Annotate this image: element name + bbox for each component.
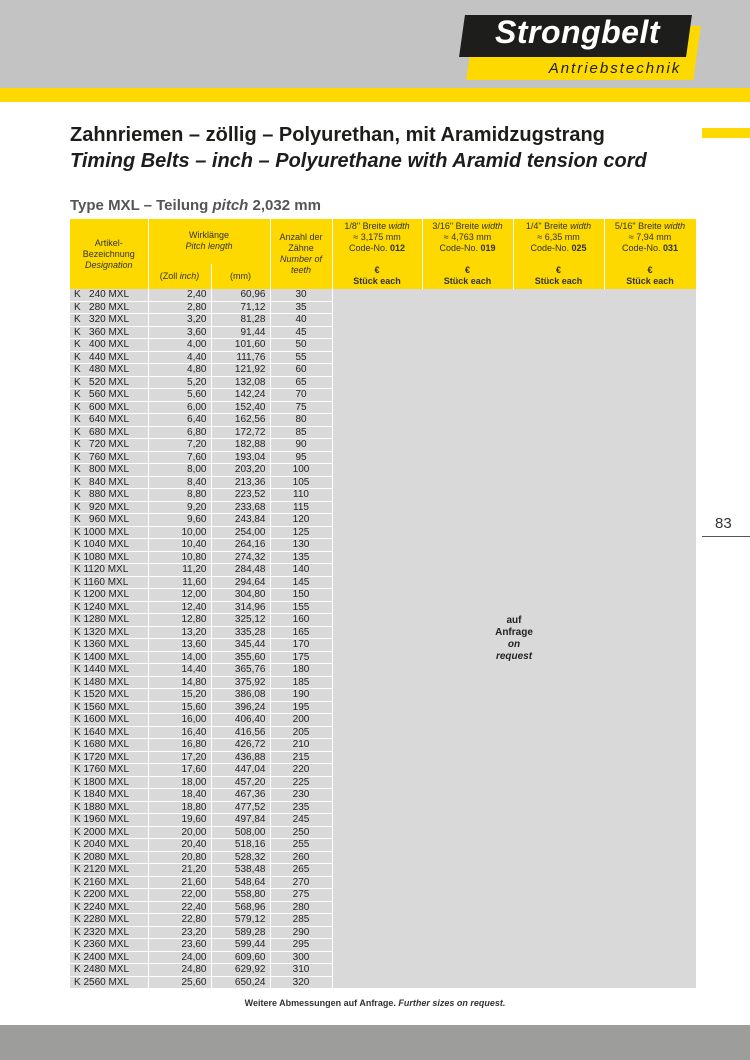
cell-designation: K 2280 MXL bbox=[70, 914, 148, 927]
cell-length-mm: 193,04 bbox=[211, 451, 270, 464]
cell-teeth: 280 bbox=[270, 901, 332, 914]
cell-length-inch: 9,60 bbox=[148, 514, 211, 527]
cell-length-inch: 7,60 bbox=[148, 451, 211, 464]
cell-length-inch: 24,00 bbox=[148, 951, 211, 964]
cell-designation: K 1240 MXL bbox=[70, 601, 148, 614]
cell-length-mm: 568,96 bbox=[211, 901, 270, 914]
cell-length-inch: 21,20 bbox=[148, 864, 211, 877]
cell-length-inch: 18,40 bbox=[148, 789, 211, 802]
cell-teeth: 210 bbox=[270, 739, 332, 752]
belt-table bbox=[70, 219, 697, 989]
cell-length-mm: 213,36 bbox=[211, 476, 270, 489]
cell-designation: K 1720 MXL bbox=[70, 751, 148, 764]
cell-length-mm: 386,08 bbox=[211, 689, 270, 702]
cell-teeth: 310 bbox=[270, 964, 332, 977]
cell-length-inch: 12,40 bbox=[148, 601, 211, 614]
cell-designation: K 1160 MXL bbox=[70, 576, 148, 589]
cell-designation: K 1320 MXL bbox=[70, 626, 148, 639]
title-english: Timing Belts – inch – Polyurethane with Aramid tension cord bbox=[70, 150, 647, 172]
cell-teeth: 175 bbox=[270, 651, 332, 664]
cell-length-mm: 101,60 bbox=[211, 339, 270, 352]
cell-length-mm: 609,60 bbox=[211, 951, 270, 964]
cell-teeth: 100 bbox=[270, 464, 332, 477]
cell-length-mm: 223,52 bbox=[211, 489, 270, 502]
cell-length-mm: 91,44 bbox=[211, 326, 270, 339]
cell-length-inch: 12,00 bbox=[148, 589, 211, 602]
cell-teeth: 220 bbox=[270, 764, 332, 777]
cell-length-inch: 13,20 bbox=[148, 626, 211, 639]
cell-length-inch: 16,40 bbox=[148, 726, 211, 739]
cell-length-mm: 203,20 bbox=[211, 464, 270, 477]
cell-teeth: 270 bbox=[270, 876, 332, 889]
cell-length-inch: 6,80 bbox=[148, 426, 211, 439]
cell-teeth: 295 bbox=[270, 939, 332, 952]
cell-length-inch: 22,80 bbox=[148, 914, 211, 927]
cell-designation: K 240 MXL bbox=[70, 289, 148, 301]
cell-teeth: 140 bbox=[270, 564, 332, 577]
cell-designation: K 2560 MXL bbox=[70, 976, 148, 989]
side-accent-bar bbox=[702, 128, 750, 138]
type-heading: Type MXL – Teilung pitch 2,032 mm bbox=[70, 197, 321, 214]
cell-length-mm: 284,48 bbox=[211, 564, 270, 577]
cell-teeth: 265 bbox=[270, 864, 332, 877]
cell-length-mm: 233,68 bbox=[211, 501, 270, 514]
cell-teeth: 160 bbox=[270, 614, 332, 627]
cell-length-inch: 23,20 bbox=[148, 926, 211, 939]
cell-length-mm: 477,52 bbox=[211, 801, 270, 814]
cell-length-inch: 4,00 bbox=[148, 339, 211, 352]
cell-designation: K 720 MXL bbox=[70, 439, 148, 452]
cell-teeth: 200 bbox=[270, 714, 332, 727]
cell-teeth: 90 bbox=[270, 439, 332, 452]
cell-length-inch: 3,20 bbox=[148, 314, 211, 327]
cell-length-mm: 355,60 bbox=[211, 651, 270, 664]
cell-designation: K 2160 MXL bbox=[70, 876, 148, 889]
cell-length-mm: 548,64 bbox=[211, 876, 270, 889]
cell-length-mm: 314,96 bbox=[211, 601, 270, 614]
cell-length-mm: 152,40 bbox=[211, 401, 270, 414]
cell-length-inch: 5,20 bbox=[148, 376, 211, 389]
col-width-031: 5/16" Breite width ≈ 7,94 mm Code-No. 031 € Stück each bbox=[604, 219, 696, 289]
cell-length-mm: 254,00 bbox=[211, 526, 270, 539]
cell-length-inch: 17,20 bbox=[148, 751, 211, 764]
cell-designation: K 1520 MXL bbox=[70, 689, 148, 702]
cell-designation: K 1440 MXL bbox=[70, 664, 148, 677]
cell-length-mm: 436,88 bbox=[211, 751, 270, 764]
cell-length-inch: 8,80 bbox=[148, 489, 211, 502]
cell-teeth: 30 bbox=[270, 289, 332, 301]
cell-teeth: 285 bbox=[270, 914, 332, 927]
cell-designation: K 1000 MXL bbox=[70, 526, 148, 539]
cell-length-mm: 497,84 bbox=[211, 814, 270, 827]
cell-designation: K 560 MXL bbox=[70, 389, 148, 402]
footer-band bbox=[0, 1025, 750, 1060]
cell-teeth: 105 bbox=[270, 476, 332, 489]
cell-teeth: 170 bbox=[270, 639, 332, 652]
page-title bbox=[70, 122, 647, 174]
cell-length-inch: 11,20 bbox=[148, 564, 211, 577]
cell-designation: K 2080 MXL bbox=[70, 851, 148, 864]
cell-length-mm: 528,32 bbox=[211, 851, 270, 864]
cell-designation: K 400 MXL bbox=[70, 339, 148, 352]
cell-designation: K 1400 MXL bbox=[70, 651, 148, 664]
col-pitch-length: Wirklänge Pitch length bbox=[148, 219, 270, 264]
cell-length-inch: 4,80 bbox=[148, 364, 211, 377]
cell-designation: K 1960 MXL bbox=[70, 814, 148, 827]
cell-length-inch: 8,00 bbox=[148, 464, 211, 477]
cell-teeth: 75 bbox=[270, 401, 332, 414]
cell-designation: K 2240 MXL bbox=[70, 901, 148, 914]
cell-length-mm: 243,84 bbox=[211, 514, 270, 527]
col-inch: (Zoll inch) bbox=[148, 264, 211, 289]
cell-designation: K 880 MXL bbox=[70, 489, 148, 502]
cell-designation: K 2320 MXL bbox=[70, 926, 148, 939]
cell-designation: K 1280 MXL bbox=[70, 614, 148, 627]
cell-designation: K 760 MXL bbox=[70, 451, 148, 464]
cell-designation: K 2480 MXL bbox=[70, 964, 148, 977]
cell-teeth: 40 bbox=[270, 314, 332, 327]
cell-designation: K 680 MXL bbox=[70, 426, 148, 439]
cell-designation: K 1360 MXL bbox=[70, 639, 148, 652]
cell-length-inch: 10,80 bbox=[148, 551, 211, 564]
cell-teeth: 130 bbox=[270, 539, 332, 552]
cell-length-mm: 71,12 bbox=[211, 301, 270, 314]
cell-designation: K 1120 MXL bbox=[70, 564, 148, 577]
cell-designation: K 1040 MXL bbox=[70, 539, 148, 552]
col-teeth: Anzahl der Zähne Number of teeth bbox=[270, 219, 332, 289]
cell-length-inch: 14,40 bbox=[148, 664, 211, 677]
cell-designation: K 960 MXL bbox=[70, 514, 148, 527]
cell-length-inch: 20,80 bbox=[148, 851, 211, 864]
cell-designation: K 1200 MXL bbox=[70, 589, 148, 602]
col-mm: (mm) bbox=[211, 264, 270, 289]
header-accent-stripe bbox=[0, 88, 750, 102]
cell-designation: K 920 MXL bbox=[70, 501, 148, 514]
cell-designation: K 1760 MXL bbox=[70, 764, 148, 777]
cell-length-mm: 182,88 bbox=[211, 439, 270, 452]
cell-length-mm: 172,72 bbox=[211, 426, 270, 439]
cell-length-inch: 10,40 bbox=[148, 539, 211, 552]
table-row bbox=[70, 289, 696, 301]
cell-length-inch: 18,80 bbox=[148, 801, 211, 814]
cell-length-mm: 457,20 bbox=[211, 776, 270, 789]
cell-teeth: 320 bbox=[270, 976, 332, 989]
cell-designation: K 640 MXL bbox=[70, 414, 148, 427]
cell-teeth: 85 bbox=[270, 426, 332, 439]
cell-length-mm: 81,28 bbox=[211, 314, 270, 327]
cell-length-mm: 558,80 bbox=[211, 889, 270, 902]
cell-length-mm: 325,12 bbox=[211, 614, 270, 627]
cell-length-mm: 447,04 bbox=[211, 764, 270, 777]
footer-note: Weitere Abmessungen auf Anfrage. Further sizes on request. bbox=[244, 998, 506, 1008]
cell-length-inch: 2,40 bbox=[148, 289, 211, 301]
cell-length-inch: 10,00 bbox=[148, 526, 211, 539]
cell-length-inch: 22,40 bbox=[148, 901, 211, 914]
cell-teeth: 165 bbox=[270, 626, 332, 639]
cell-length-mm: 264,16 bbox=[211, 539, 270, 552]
cell-teeth: 125 bbox=[270, 526, 332, 539]
cell-length-mm: 416,56 bbox=[211, 726, 270, 739]
cell-length-mm: 650,24 bbox=[211, 976, 270, 989]
cell-teeth: 195 bbox=[270, 701, 332, 714]
cell-length-mm: 162,56 bbox=[211, 414, 270, 427]
cell-teeth: 205 bbox=[270, 726, 332, 739]
cell-designation: K 440 MXL bbox=[70, 351, 148, 364]
cell-designation: K 280 MXL bbox=[70, 301, 148, 314]
cell-length-mm: 518,16 bbox=[211, 839, 270, 852]
cell-length-inch: 17,60 bbox=[148, 764, 211, 777]
cell-length-inch: 6,00 bbox=[148, 401, 211, 414]
cell-length-mm: 142,24 bbox=[211, 389, 270, 402]
cell-length-inch: 14,80 bbox=[148, 676, 211, 689]
cell-teeth: 245 bbox=[270, 814, 332, 827]
cell-length-inch: 5,60 bbox=[148, 389, 211, 402]
cell-teeth: 275 bbox=[270, 889, 332, 902]
cell-teeth: 145 bbox=[270, 576, 332, 589]
cell-length-mm: 508,00 bbox=[211, 826, 270, 839]
cell-teeth: 65 bbox=[270, 376, 332, 389]
cell-length-mm: 335,28 bbox=[211, 626, 270, 639]
cell-teeth: 60 bbox=[270, 364, 332, 377]
col-width-012: 1/8" Breite width ≈ 3,175 mm Code-No. 012 € Stück each bbox=[332, 219, 422, 289]
cell-designation: K 840 MXL bbox=[70, 476, 148, 489]
cell-teeth: 190 bbox=[270, 689, 332, 702]
cell-teeth: 235 bbox=[270, 801, 332, 814]
logo-tagline: Antriebstechnik bbox=[548, 60, 682, 77]
cell-length-mm: 538,48 bbox=[211, 864, 270, 877]
cell-teeth: 115 bbox=[270, 501, 332, 514]
cell-designation: K 480 MXL bbox=[70, 364, 148, 377]
cell-teeth: 80 bbox=[270, 414, 332, 427]
cell-length-inch: 12,80 bbox=[148, 614, 211, 627]
cell-designation: K 320 MXL bbox=[70, 314, 148, 327]
cell-teeth: 150 bbox=[270, 589, 332, 602]
cell-length-inch: 8,40 bbox=[148, 476, 211, 489]
cell-length-mm: 599,44 bbox=[211, 939, 270, 952]
col-width-025: 1/4" Breite width ≈ 6,35 mm Code-No. 025 € Stück each bbox=[513, 219, 604, 289]
cell-designation: K 1840 MXL bbox=[70, 789, 148, 802]
col-width-019: 3/16" Breite width ≈ 4,763 mm Code-No. 019 € Stück each bbox=[422, 219, 513, 289]
cell-length-mm: 365,76 bbox=[211, 664, 270, 677]
cell-length-inch: 14,00 bbox=[148, 651, 211, 664]
cell-length-mm: 579,12 bbox=[211, 914, 270, 927]
cell-length-mm: 60,96 bbox=[211, 289, 270, 301]
cell-teeth: 180 bbox=[270, 664, 332, 677]
cell-length-mm: 304,80 bbox=[211, 589, 270, 602]
cell-designation: K 360 MXL bbox=[70, 326, 148, 339]
cell-length-inch: 15,20 bbox=[148, 689, 211, 702]
cell-teeth: 45 bbox=[270, 326, 332, 339]
cell-teeth: 120 bbox=[270, 514, 332, 527]
cell-length-inch: 2,80 bbox=[148, 301, 211, 314]
cell-length-inch: 20,40 bbox=[148, 839, 211, 852]
cell-length-mm: 132,08 bbox=[211, 376, 270, 389]
page-number: 83 bbox=[715, 515, 732, 532]
title-german: Zahnriemen – zöllig – Polyurethan, mit Aramidzugstrang bbox=[70, 124, 605, 146]
cell-length-mm: 589,28 bbox=[211, 926, 270, 939]
cell-length-inch: 15,60 bbox=[148, 701, 211, 714]
cell-designation: K 600 MXL bbox=[70, 401, 148, 414]
cell-teeth: 70 bbox=[270, 389, 332, 402]
cell-length-inch: 18,00 bbox=[148, 776, 211, 789]
cell-length-inch: 19,60 bbox=[148, 814, 211, 827]
cell-teeth: 185 bbox=[270, 676, 332, 689]
cell-designation: K 1800 MXL bbox=[70, 776, 148, 789]
cell-designation: K 2040 MXL bbox=[70, 839, 148, 852]
cell-designation: K 1600 MXL bbox=[70, 714, 148, 727]
cell-teeth: 135 bbox=[270, 551, 332, 564]
cell-designation: K 1560 MXL bbox=[70, 701, 148, 714]
cell-length-inch: 11,60 bbox=[148, 576, 211, 589]
price-on-request: auf Anfrage on request bbox=[332, 289, 696, 989]
cell-length-mm: 121,92 bbox=[211, 364, 270, 377]
cell-length-mm: 467,36 bbox=[211, 789, 270, 802]
cell-length-mm: 396,24 bbox=[211, 701, 270, 714]
cell-length-mm: 426,72 bbox=[211, 739, 270, 752]
cell-teeth: 155 bbox=[270, 601, 332, 614]
cell-teeth: 290 bbox=[270, 926, 332, 939]
cell-length-inch: 3,60 bbox=[148, 326, 211, 339]
cell-length-mm: 111,76 bbox=[211, 351, 270, 364]
cell-teeth: 260 bbox=[270, 851, 332, 864]
cell-designation: K 800 MXL bbox=[70, 464, 148, 477]
cell-teeth: 230 bbox=[270, 789, 332, 802]
cell-designation: K 520 MXL bbox=[70, 376, 148, 389]
cell-teeth: 250 bbox=[270, 826, 332, 839]
page-number-rule bbox=[702, 536, 750, 537]
cell-length-mm: 294,64 bbox=[211, 576, 270, 589]
cell-designation: K 2400 MXL bbox=[70, 951, 148, 964]
cell-length-inch: 20,00 bbox=[148, 826, 211, 839]
cell-length-inch: 22,00 bbox=[148, 889, 211, 902]
cell-length-inch: 4,40 bbox=[148, 351, 211, 364]
cell-length-inch: 16,00 bbox=[148, 714, 211, 727]
cell-teeth: 95 bbox=[270, 451, 332, 464]
cell-designation: K 1480 MXL bbox=[70, 676, 148, 689]
cell-designation: K 1880 MXL bbox=[70, 801, 148, 814]
cell-teeth: 35 bbox=[270, 301, 332, 314]
cell-length-mm: 345,44 bbox=[211, 639, 270, 652]
cell-length-inch: 21,60 bbox=[148, 876, 211, 889]
cell-length-inch: 9,20 bbox=[148, 501, 211, 514]
cell-designation: K 1080 MXL bbox=[70, 551, 148, 564]
cell-designation: K 2200 MXL bbox=[70, 889, 148, 902]
logo-name: Strongbelt bbox=[495, 14, 660, 50]
cell-teeth: 215 bbox=[270, 751, 332, 764]
cell-length-inch: 13,60 bbox=[148, 639, 211, 652]
cell-designation: K 1640 MXL bbox=[70, 726, 148, 739]
cell-length-inch: 24,80 bbox=[148, 964, 211, 977]
cell-length-mm: 406,40 bbox=[211, 714, 270, 727]
cell-designation: K 1680 MXL bbox=[70, 739, 148, 752]
cell-length-mm: 274,32 bbox=[211, 551, 270, 564]
cell-teeth: 50 bbox=[270, 339, 332, 352]
cell-teeth: 55 bbox=[270, 351, 332, 364]
cell-length-inch: 16,80 bbox=[148, 739, 211, 752]
cell-designation: K 2000 MXL bbox=[70, 826, 148, 839]
cell-teeth: 300 bbox=[270, 951, 332, 964]
cell-length-inch: 7,20 bbox=[148, 439, 211, 452]
cell-designation: K 2360 MXL bbox=[70, 939, 148, 952]
cell-length-inch: 25,60 bbox=[148, 976, 211, 989]
cell-teeth: 225 bbox=[270, 776, 332, 789]
cell-teeth: 110 bbox=[270, 489, 332, 502]
cell-length-mm: 629,92 bbox=[211, 964, 270, 977]
cell-length-inch: 23,60 bbox=[148, 939, 211, 952]
cell-length-mm: 375,92 bbox=[211, 676, 270, 689]
cell-length-inch: 6,40 bbox=[148, 414, 211, 427]
cell-designation: K 2120 MXL bbox=[70, 864, 148, 877]
col-designation: Artikel-Bezeichnung Designation bbox=[70, 219, 148, 289]
cell-teeth: 255 bbox=[270, 839, 332, 852]
